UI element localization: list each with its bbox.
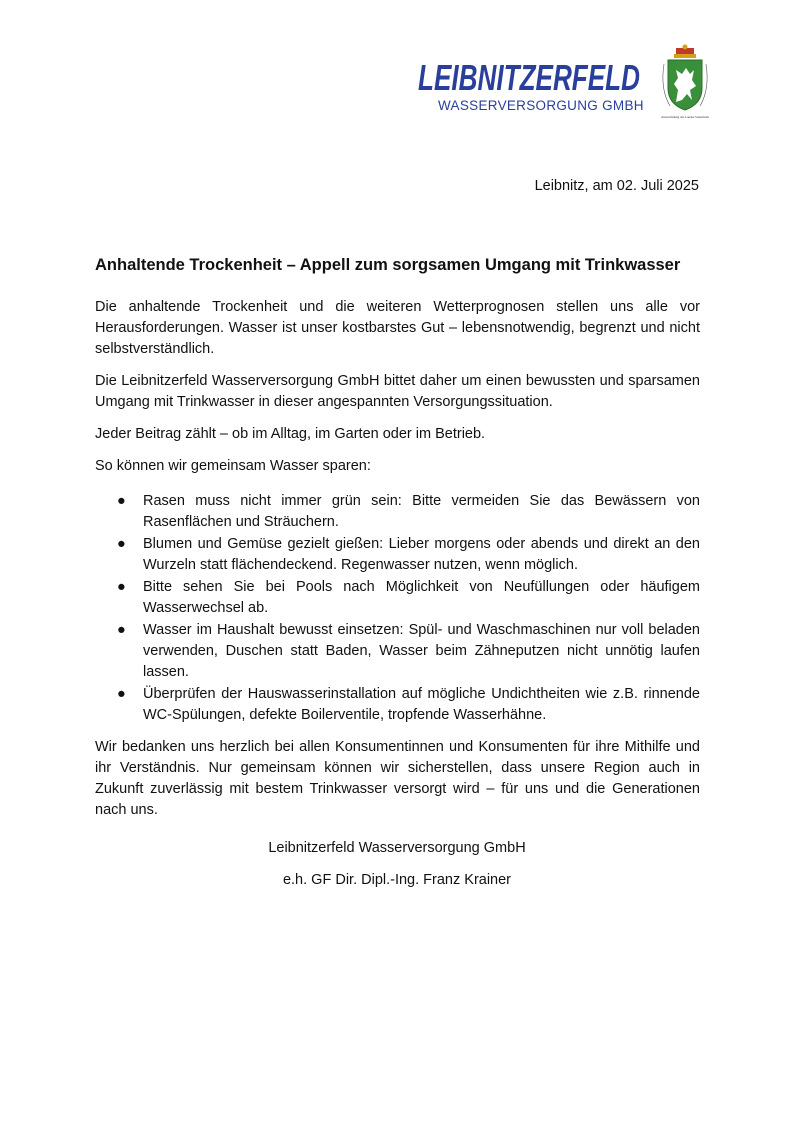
list-item-text: Überprüfen der Hauswasserinstallation auf mögliche Undichtheiten wie z.B. rinnende WC-Spülungen, defekte Boilerventile, tropfende Wasserhähne. bbox=[143, 686, 700, 723]
intro-paragraph: Die anhaltende Trockenheit und die weiteren Wetterprognosen stellen uns alle vor Herausforderungen. Wasser ist unser kostbarstes Gut – lebensnotwendig, begrenzt und nicht selbstverständlich. bbox=[95, 299, 700, 357]
company-logo bbox=[416, 44, 716, 124]
signature-signer: e.h. GF Dir. Dipl.-Ing. Franz Krainer bbox=[282, 872, 512, 888]
list-item bbox=[95, 620, 700, 683]
list-item-text: Blumen und Gemüse gezielt gießen: Lieber morgens oder abends und direkt an den Wurzeln statt flächendeckend. Regenwasser nutzen, wenn möglich. bbox=[143, 536, 700, 573]
bullet-icon: ● bbox=[117, 493, 126, 509]
closing-paragraph: Wir bedanken uns herzlich bei allen Konsumentinnen und Konsumenten für ihre Mithilfe und ihr Verständnis. Nur gemeinsam können wir sicherstellen, dass unsere Region auch in Zukunft zuverlässig mit bestem Trinkwasser versorgt wird – für uns und die Generationen nach uns. bbox=[95, 739, 700, 818]
letter-title: Anhaltende Trockenheit – Appell zum sorgsamen Umgang mit Trinkwasser bbox=[95, 256, 681, 274]
styrian-crest-icon bbox=[660, 44, 716, 120]
bullet-icon: ● bbox=[117, 579, 126, 595]
list-intro: So können wir gemeinsam Wasser sparen: bbox=[95, 458, 371, 474]
water-saving-tips bbox=[95, 491, 700, 726]
logo-wordmark bbox=[416, 58, 642, 98]
bullet-icon: ● bbox=[117, 622, 126, 638]
letter-body bbox=[95, 256, 700, 832]
list-item-text: Wasser im Haushalt bewusst einsetzen: Spül- und Waschmaschinen nur voll beladen verwenden, Duschen statt Baden, Wasser beim Zähneputzen nicht unnötig laufen lassen. bbox=[143, 622, 700, 680]
list-item bbox=[95, 491, 700, 533]
list-item bbox=[95, 684, 700, 726]
logo-subtitle: WASSERVERSORGUNG GMBH bbox=[438, 98, 644, 113]
bullet-icon: ● bbox=[117, 686, 126, 702]
list-item-text: Bitte sehen Sie bei Pools nach Möglichkeit von Neufüllungen oder häufigem Wasserwechsel ab. bbox=[143, 579, 700, 616]
logo-title: LEIBNITZERFELD bbox=[418, 57, 640, 98]
list-item-text: Rasen muss nicht immer grün sein: Bitte vermeiden Sie das Bewässern von Rasenflächen und Sträuchern. bbox=[143, 493, 700, 530]
contribution-paragraph: Jeder Beitrag zählt – ob im Alltag, im Garten oder im Betrieb. bbox=[95, 426, 486, 442]
bullet-icon: ● bbox=[117, 536, 126, 552]
signature-company: Leibnitzerfeld Wasserversorgung GmbH bbox=[268, 840, 526, 856]
list-item bbox=[95, 577, 700, 619]
list-item bbox=[95, 534, 700, 576]
letter-date: Leibnitz, am 02. Juli 2025 bbox=[534, 178, 699, 194]
request-paragraph: Die Leibnitzerfeld Wasserversorgung GmbH bittet daher um einen bewussten und sparsamen Umgang mit Trinkwasser in dieser angespannten Versorgungssituation. bbox=[95, 373, 700, 410]
crest-caption: Auszeichnung des Landes Steiermark bbox=[660, 115, 710, 119]
